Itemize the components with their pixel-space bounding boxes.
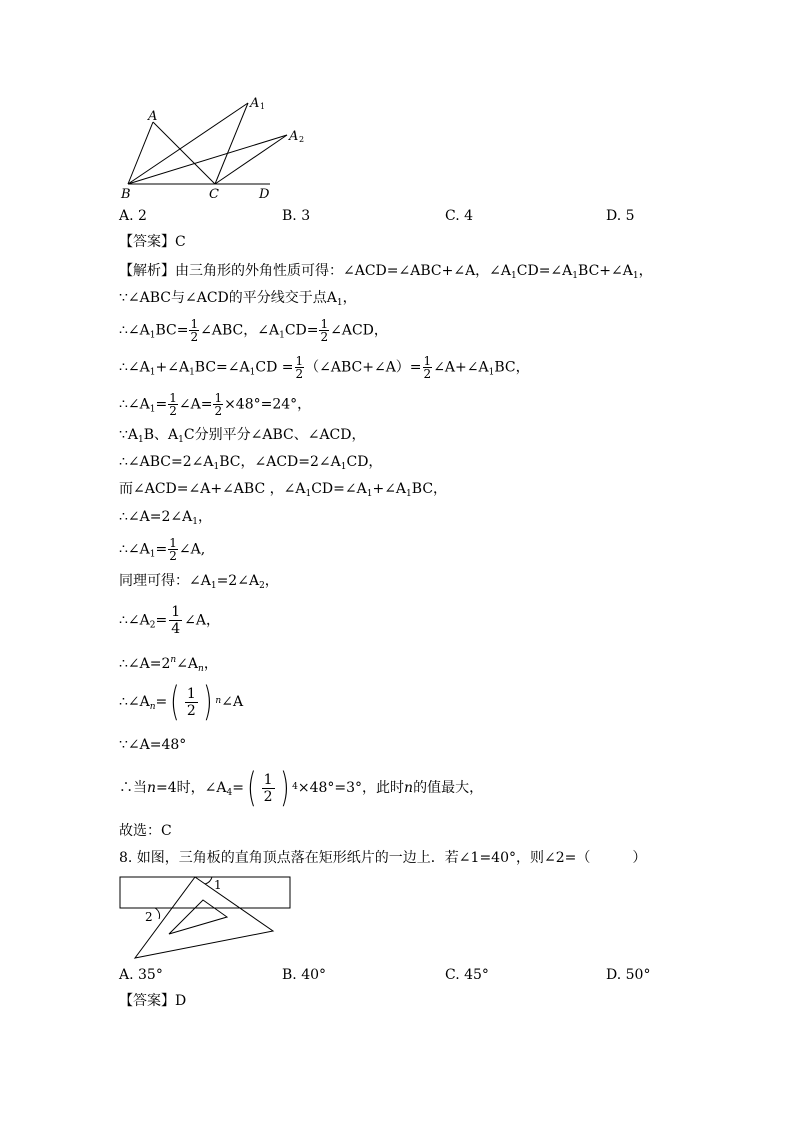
q7-options xyxy=(119,207,679,225)
analysis-line-1: 【解析】由三角形的外角性质可得：∠ACD=∠ABC+∠A，$\angle A_1CD=\angle A_1BC+\angle A_1$， xyxy=(119,263,653,281)
q7-option-b: B. 3 xyxy=(282,208,311,224)
angle-1-arc xyxy=(205,877,212,884)
q7-option-c: C. 4 xyxy=(445,208,474,224)
analysis-line-3: $\therefore\angle A_1BC=$ $\frac{1}{2}$ ∠ABC，$\angle A_1CD=$ $\frac{1}{2}$ ∠ACD， xyxy=(119,317,388,344)
angle-2-arc xyxy=(155,908,160,919)
analysis-line-2: ∵∠ABC与∠ACD的平分线交于点$A_1$， xyxy=(119,290,357,308)
analysis-line-5: $\therefore\angle A_1=$ $\frac{1}{2}$ ∠A= $\frac{1}{2}$ ×48°=24°， xyxy=(119,391,312,418)
label-c: C xyxy=(209,187,219,202)
rectangle-paper xyxy=(120,877,290,908)
q8-option-c: C. 45° xyxy=(445,967,489,983)
triangle-inner xyxy=(169,900,227,934)
analysis-line-12: $\therefore\angle A_2=$ $\frac{1}{4}$ ∠A， xyxy=(119,604,220,637)
triangle-outer xyxy=(135,877,273,958)
analysis-line-6: $\because A_1B$、$A_1C$分别平分∠ABC、∠ACD， xyxy=(119,427,366,445)
analysis-line-7: $\therefore\angle ABC=2\angle A_1BC$，$\angle ACD=2\angle A_1CD$， xyxy=(119,454,383,472)
label-a1-sub: 1 xyxy=(260,102,266,111)
label-a2: A xyxy=(289,129,299,144)
label-a: A xyxy=(148,109,158,124)
q8-answer: 【答案】D xyxy=(119,993,187,1009)
label-a1: A xyxy=(250,96,260,111)
q8-options xyxy=(119,966,679,984)
segment-a2c xyxy=(215,135,287,184)
q8-option-d: D. 50° xyxy=(606,967,651,983)
analysis-line-13: $\therefore\angle A=2^n\angle A_n$， xyxy=(119,655,218,674)
angle-2-label: 2 xyxy=(145,910,153,924)
label-d: D xyxy=(259,187,270,202)
q8-option-b: B. 40° xyxy=(282,967,327,983)
q7-option-d: D. 5 xyxy=(606,208,635,224)
analysis-line-15: ∵∠A=48° xyxy=(119,737,187,753)
segment-ba1 xyxy=(128,103,248,184)
analysis-line-4: $\therefore\angle A_1+\angle A_1BC=\angle A_1CD$ = $\frac{1}{2}$ （∠ABC+∠A）= $\frac{1}{2}$ $\angle A+\angle A_1BC$， xyxy=(119,354,530,381)
segment-a1c xyxy=(215,103,248,184)
label-a2-sub: 2 xyxy=(299,135,305,144)
label-b: B xyxy=(121,187,131,202)
analysis-line-10: $\therefore\angle A_1=$ $\frac{1}{2}$ ∠A, xyxy=(119,536,206,563)
analysis-line-9: $\therefore\angle A=2\angle A_1$， xyxy=(119,509,212,527)
analysis-line-8: 而∠ACD=∠A+∠ABC ，$\angle A_1CD=\angle A_1+\angle A_1BC$， xyxy=(119,481,448,499)
q7-answer: 【答案】C xyxy=(119,234,186,250)
segment-ba xyxy=(128,122,153,184)
q7-choice: 故选：C xyxy=(119,823,172,839)
q8-question: 8. 如图，三角板的直角顶点落在矩形纸片的一边上．若∠1=40°，则∠2=（ ） xyxy=(119,850,647,866)
set-square-figure xyxy=(115,872,295,962)
angle-1-label: 1 xyxy=(214,878,222,892)
analysis-line-14: $\therefore\angle A_n=$ ( 1 2 ) n ∠A xyxy=(119,679,244,725)
q7-option-a: A. 2 xyxy=(119,208,147,224)
analysis-line-11: 同理可得：$\angle A_1=2\angle A_2$， xyxy=(119,573,279,591)
angle-bisector-figure xyxy=(115,95,315,205)
q8-option-a: A. 35° xyxy=(119,967,163,983)
analysis-line-16: ∴当n=4时，$\angle A_4=$ ( 1 2 ) 4 ×48°=3°，此时n的值最大， xyxy=(119,765,484,811)
